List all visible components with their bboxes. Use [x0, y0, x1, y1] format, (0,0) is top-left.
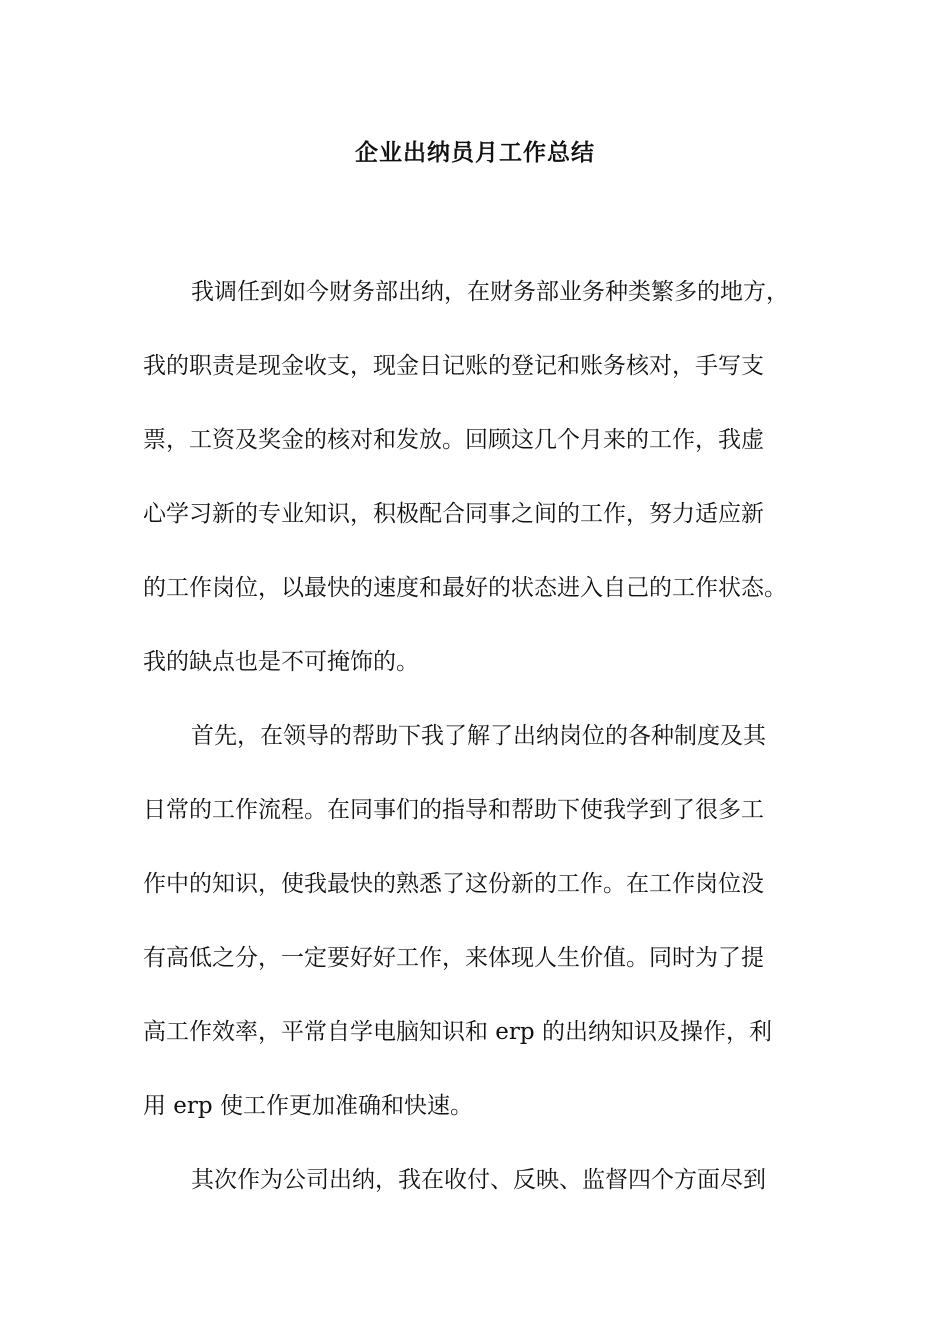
body-line: 我调任到如今财务部出纳，在财务部业务种类繁多的地方， [191, 279, 789, 305]
body-line: 票，工资及奖金的核对和发放。回顾这几个月来的工作，我虚 [143, 427, 764, 453]
body-line: 首先，在领导的帮助下我了解了出纳岗位的各种制度及其 [191, 723, 766, 749]
document-body [143, 255, 833, 1217]
body-line: 我的职责是现金收支，现金日记账的登记和账务核对，手写支 [143, 353, 764, 379]
body-line: 作中的知识，使我最快的熟悉了这份新的工作。在工作岗位没 [143, 871, 764, 897]
body-line: 我的缺点也是不可掩饰的。 [143, 649, 419, 675]
body-line: 日常的工作流程。在同事们的指导和帮助下使我学到了很多工 [143, 797, 764, 823]
body-line: 的工作岗位，以最快的速度和最好的状态进入自己的工作状态。 [143, 575, 787, 601]
body-line: 有高低之分，一定要好好工作，来体现人生价值。同时为了提 [143, 945, 764, 971]
document-title: 企业出纳员月工作总结 [355, 139, 595, 166]
body-line: 心学习新的专业知识，积极配合同事之间的工作，努力适应新 [143, 501, 764, 527]
body-line: 用 erp 使工作更加准确和快速。 [143, 1093, 473, 1119]
body-line: 高工作效率，平常自学电脑知识和 erp 的出纳知识及操作，利 [143, 1019, 772, 1045]
body-line: 其次作为公司出纳，我在收付、反映、监督四个方面尽到 [191, 1167, 766, 1193]
